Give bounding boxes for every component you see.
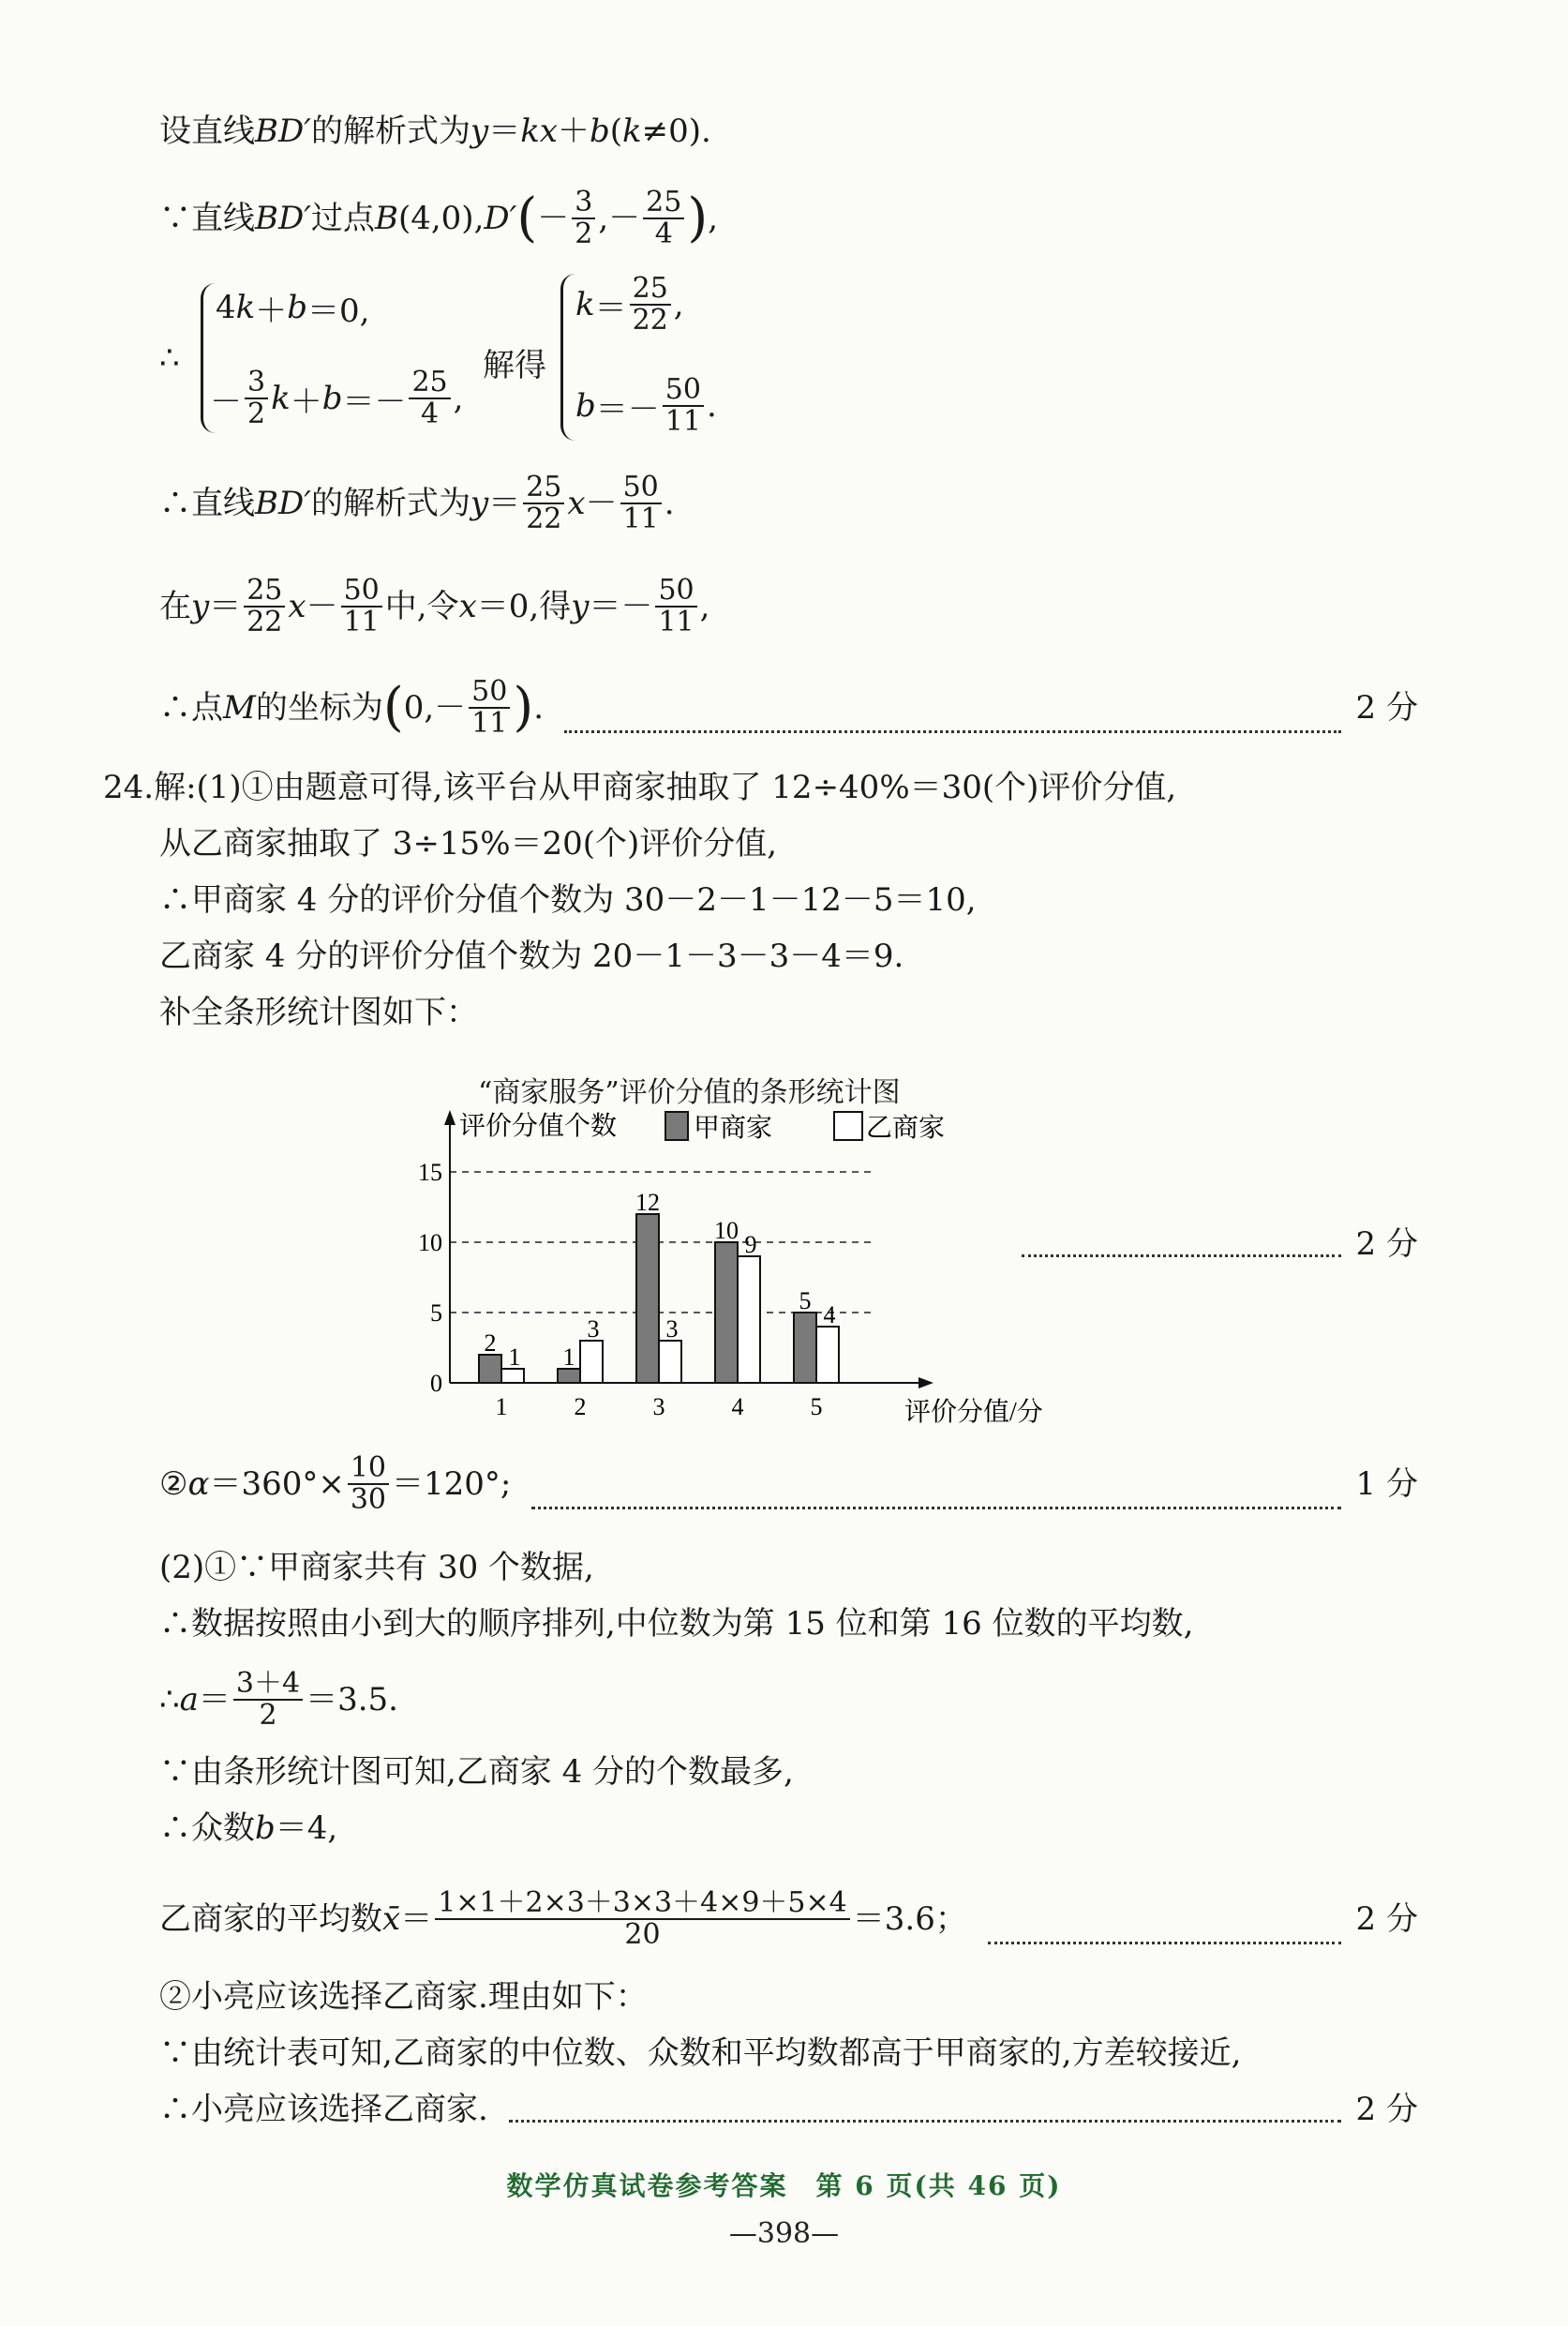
q24-line-5: [159, 992, 1418, 1033]
p2-line-7: [159, 1976, 1418, 2018]
numerator: 1×1＋2×3＋3×3＋4×9＋5×4: [435, 1888, 850, 1920]
text: ,: [453, 380, 464, 417]
math-eq: ＝: [198, 1681, 231, 1718]
solve-label: 解得: [483, 347, 546, 384]
chart-bars: [479, 1214, 839, 1383]
bar-yi: [738, 1256, 760, 1383]
x-tick-label: 1: [495, 1393, 508, 1420]
fraction: [620, 473, 662, 534]
system-row-1: [216, 287, 369, 328]
line-bd-equation-setup: [159, 111, 1418, 152]
fraction: [663, 375, 704, 437]
numerator: 50: [341, 576, 382, 608]
text: .: [664, 485, 675, 522]
math-b: b: [287, 289, 308, 326]
x-axis-label: 评价分值/分: [904, 1398, 1043, 1427]
text: .: [533, 689, 544, 727]
text: ＝0,得: [476, 588, 572, 625]
denominator: 20: [624, 1918, 661, 1951]
y-tick-label: 15: [418, 1159, 442, 1186]
score-label: 1 分: [1355, 1465, 1418, 1503]
math-plus: ＋: [255, 292, 288, 330]
data-label-yi: 4: [823, 1301, 836, 1328]
dot-leader: [509, 2119, 1341, 2123]
math-b: b: [589, 113, 610, 150]
text: ＝3.6；: [852, 1900, 967, 1938]
data-label-jia: 2: [484, 1329, 497, 1357]
score-label: 2 分: [1355, 1900, 1418, 1938]
math-eq: ＝: [594, 289, 627, 327]
math-y: y: [191, 588, 210, 625]
big-paren: ): [513, 677, 534, 738]
text: 从乙商家抽取了 3÷15%＝20(个)评价分值,: [159, 825, 778, 863]
math-eq: ＝－: [595, 390, 660, 428]
denominator: 11: [471, 707, 508, 740]
y-tick-label: 0: [430, 1370, 442, 1397]
math-sep: ,－: [598, 200, 641, 237]
math-k: k: [271, 380, 291, 417]
data-label-jia: 1: [562, 1343, 575, 1371]
y-axis-label: 评价分值个数: [459, 1112, 618, 1141]
fraction: [341, 576, 382, 638]
big-paren: ): [687, 188, 709, 248]
text: ＝360°×: [209, 1465, 345, 1503]
text: 在: [159, 588, 191, 625]
p2-line-6: [159, 1886, 1418, 1952]
math-x: x: [288, 588, 306, 625]
legend-swatch-yi: [834, 1112, 862, 1140]
denominator: 11: [665, 405, 701, 438]
text: 乙商家的平均数: [159, 1900, 382, 1938]
math-y: y: [470, 485, 489, 522]
bar-jia: [636, 1214, 659, 1383]
p2-line-1: [159, 1547, 1418, 1588]
p2-line-3: [159, 1667, 1418, 1733]
math-mean: x̄: [382, 1900, 401, 1938]
fraction: [643, 188, 684, 249]
fraction: [244, 576, 285, 638]
q24-line-1: [103, 767, 1418, 808]
data-label-jia: 12: [635, 1189, 660, 1216]
math-bd: BD′: [255, 113, 311, 150]
data-label-jia: 10: [714, 1217, 739, 1244]
numerator: 25: [244, 576, 285, 608]
dot-leader: [988, 1941, 1341, 1944]
y-tick-label: 5: [430, 1299, 442, 1327]
denominator: 11: [622, 503, 659, 535]
q24-line-2: [159, 823, 1418, 864]
text: ②小亮应该选择乙商家.理由如下：: [159, 1978, 648, 2016]
equation-system: [159, 272, 1003, 450]
x-tick-label: 2: [574, 1393, 587, 1420]
line-substitute: [159, 574, 1418, 639]
text: 4: [216, 289, 236, 326]
big-paren: (: [516, 188, 538, 248]
data-label-yi: 3: [665, 1315, 679, 1343]
big-paren: (: [382, 677, 404, 738]
data-label-yi: 9: [744, 1231, 757, 1258]
math-a: a: [179, 1681, 199, 1718]
numerator: 25: [523, 473, 564, 504]
bar-jia: [715, 1242, 738, 1383]
text: ②: [159, 1465, 188, 1503]
text: ∴小亮应该选择乙商家.: [159, 2091, 488, 2128]
denominator: 22: [632, 304, 668, 337]
right-brace: [560, 274, 576, 441]
math-y: y: [470, 113, 489, 150]
dot-leader: [531, 1506, 1340, 1509]
math-b: b: [255, 1809, 276, 1847]
math-b-point: B: [374, 200, 398, 237]
x-tick-label: 5: [810, 1393, 823, 1420]
score-label: 2 分: [1355, 689, 1418, 727]
numerator: 50: [620, 473, 662, 504]
text: 的坐标为: [255, 689, 383, 727]
math-eq: ＝－: [589, 588, 653, 625]
math-y: y: [571, 588, 590, 625]
solution-row-2: [575, 373, 717, 439]
text: (2)①∵甲商家共有 30 个数据,: [159, 1549, 594, 1586]
math-b: b: [575, 387, 596, 425]
denominator: 30: [350, 1483, 387, 1516]
denominator: 4: [654, 218, 673, 250]
bar-yi: [659, 1341, 681, 1383]
text: ∴众数: [159, 1809, 255, 1847]
math-x: x: [567, 485, 586, 522]
data-label-yi: 3: [587, 1315, 600, 1343]
bar-jia: [558, 1369, 580, 1383]
text: .: [706, 387, 717, 425]
p2-line-9: [159, 2089, 1418, 2130]
math-paren: (: [609, 113, 622, 150]
alpha-line: [159, 1451, 1418, 1517]
bar-jia: [794, 1313, 816, 1383]
data-label-yi: 1: [508, 1343, 521, 1371]
bar-chart: [394, 1050, 1050, 1444]
p2-line-8: [159, 2033, 1418, 2074]
page-number: —398—: [728, 2217, 840, 2250]
math-b: b: [321, 380, 343, 417]
p2-line-4: [159, 1751, 1418, 1793]
text: ∵直线: [159, 200, 255, 237]
footer-title: 数学仿真试卷参考答案 第 6 页(共 46 页): [506, 2170, 1062, 2201]
math-d-prime: D′: [484, 200, 517, 237]
math-eq: ＝: [209, 588, 242, 625]
math-k: k: [235, 289, 256, 326]
bar-yi: [816, 1327, 839, 1383]
math-eq: ＝－: [342, 383, 407, 421]
text: ,: [708, 200, 718, 237]
math-bd: BD′: [255, 485, 311, 522]
x-tick-label: 4: [731, 1393, 744, 1420]
bar-jia: [479, 1355, 501, 1383]
fraction: [655, 576, 696, 638]
numerator: 25: [643, 188, 684, 219]
q24-line-3: [159, 879, 1418, 921]
denominator: 11: [343, 606, 380, 638]
fraction: [409, 368, 450, 429]
math-minus: －: [537, 200, 570, 237]
denominator: 22: [246, 606, 283, 638]
math-eq: ＝: [400, 1900, 433, 1938]
denominator: 4: [421, 398, 440, 430]
math-plus: ＋: [290, 383, 322, 421]
dot-leader: [564, 729, 1341, 733]
line-bd-result: [159, 471, 1418, 536]
chart-title: “商家服务”评价分值的条形统计图: [478, 1076, 901, 1109]
text: 补全条形统计图如下：: [159, 994, 478, 1031]
text: ＝0,: [307, 292, 370, 330]
text: 乙商家 4 分的评价分值个数为 20－1－3－3－4＝9.: [159, 938, 904, 975]
p2-line-2: [159, 1603, 1418, 1644]
math-minus: －: [585, 485, 618, 522]
text: ＝3.5.: [306, 1681, 398, 1718]
math-kx: kx: [520, 113, 558, 150]
numerator: 3: [245, 368, 268, 399]
solution-row-1: [575, 272, 684, 338]
fraction: [435, 1888, 850, 1950]
line-points: [159, 186, 1418, 251]
therefore: ∴: [159, 339, 180, 377]
text: 24.解:(1)①由题意可得,该平台从甲商家抽取了 12÷40%＝30(个)评价分值,: [103, 769, 1177, 806]
chart-score-line: [1022, 1223, 1418, 1265]
denominator: 2: [247, 398, 266, 430]
legend-label-jia: 甲商家: [694, 1114, 773, 1143]
fraction: [233, 1669, 303, 1731]
math-eq: ＝: [488, 113, 521, 150]
text: ,: [699, 588, 710, 625]
text: 过点: [310, 200, 375, 237]
score-label: 2 分: [1355, 1225, 1418, 1263]
numerator: 50: [655, 576, 696, 608]
y-tick-label: 10: [418, 1229, 442, 1256]
math-coords: (4,0),: [397, 200, 485, 237]
text: 的解析式为: [310, 113, 470, 150]
denominator: 2: [575, 218, 593, 250]
text: ∵由条形统计图可知,乙商家 4 分的个数最多,: [159, 1753, 794, 1791]
legend-swatch-jia: [665, 1112, 688, 1140]
numerator: 3＋4: [233, 1669, 303, 1701]
math-bd: BD′: [255, 200, 311, 237]
x-axis-arrow: [918, 1377, 933, 1388]
numerator: 25: [409, 368, 450, 399]
x-tick-label: 3: [652, 1393, 665, 1420]
bar-yi: [501, 1369, 524, 1383]
text: ∴甲商家 4 分的评价分值个数为 30－2－1－12－5＝10,: [159, 881, 977, 919]
chart-canvas: [394, 1050, 1050, 1444]
fraction: [348, 1453, 389, 1515]
math-plus: ＋: [557, 113, 590, 150]
math-alpha: α: [187, 1465, 210, 1503]
denominator: 22: [526, 503, 562, 535]
denominator: 11: [658, 606, 694, 638]
math-k: k: [575, 286, 595, 323]
fraction: [572, 188, 595, 249]
fraction: [245, 368, 268, 429]
system-row-2: [210, 366, 463, 431]
numerator: 10: [348, 1453, 389, 1485]
text: ∴: [159, 1681, 180, 1718]
numerator: 50: [469, 677, 510, 709]
text: ∴点: [159, 689, 223, 727]
text: 的解析式为: [310, 485, 470, 522]
score-label: 2 分: [1355, 2091, 1418, 2128]
fraction: [469, 677, 510, 739]
p2-line-5: [159, 1808, 1418, 1849]
text: ,: [673, 286, 684, 323]
math-k: k: [622, 113, 642, 150]
math-x: x: [458, 588, 477, 625]
text: ∵由统计表可知,乙商家的中位数、众数和平均数都高于甲商家的,方差较接近,: [159, 2034, 1242, 2072]
text: ＝120°;: [392, 1465, 512, 1503]
legend-label-yi: 乙商家: [866, 1114, 946, 1143]
y-axis-arrow: [444, 1110, 455, 1125]
text: 中,令: [384, 588, 459, 625]
dot-leader: [1022, 1253, 1341, 1257]
bar-yi: [580, 1341, 603, 1383]
numerator: 25: [630, 274, 671, 306]
fraction: [630, 274, 671, 336]
math-neq: ≠0).: [641, 113, 711, 150]
text: ＝4,: [275, 1809, 338, 1847]
numerator: 50: [663, 375, 704, 407]
text: ∴直线: [159, 485, 255, 522]
data-label-jia: 5: [799, 1287, 812, 1314]
numerator: 3: [572, 188, 595, 219]
math-minus: －: [210, 383, 242, 421]
denominator: 2: [259, 1699, 277, 1732]
text: ∴数据按照由小到大的顺序排列,中位数为第 15 位和第 16 位数的平均数,: [159, 1605, 1194, 1643]
math-minus: －: [306, 588, 338, 625]
q24-line-4: [159, 936, 1418, 977]
line-point-m: [159, 675, 1418, 741]
text: 设直线: [159, 113, 255, 150]
text: 0,－: [403, 689, 467, 727]
math-m: M: [223, 689, 256, 727]
math-eq: ＝: [488, 485, 521, 522]
fraction: [523, 473, 564, 534]
